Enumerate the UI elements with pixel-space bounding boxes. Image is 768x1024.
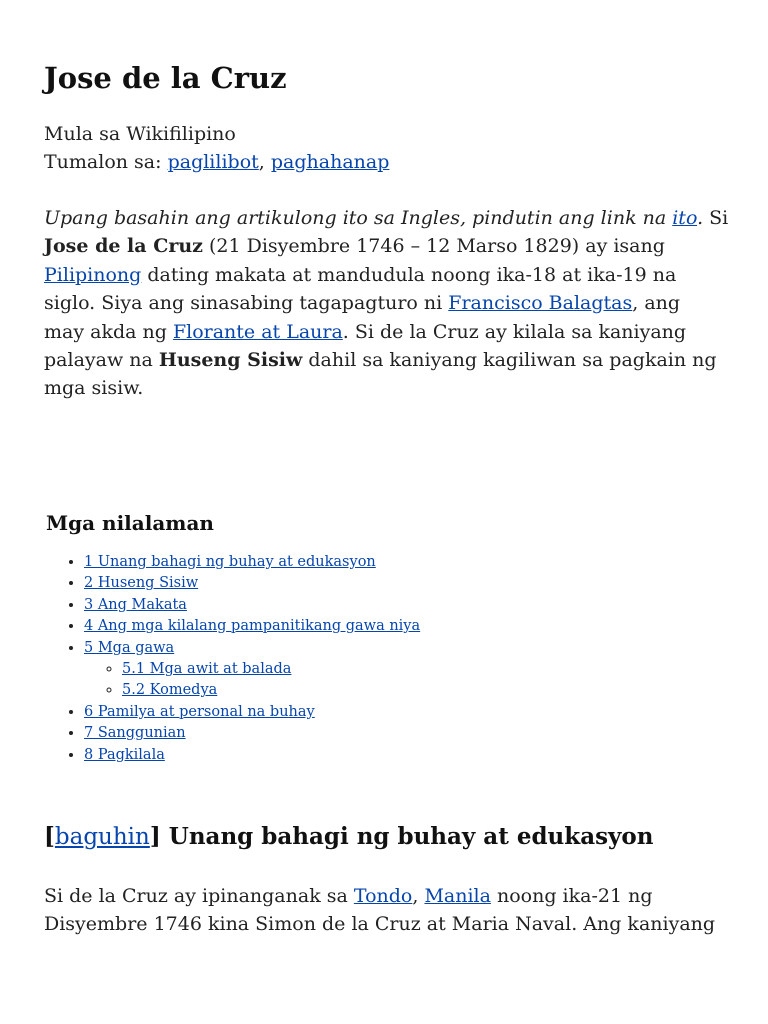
toc-link-2[interactable]: 2 Huseng Sisiw [84, 575, 199, 592]
section-heading [44, 820, 654, 854]
jump-prefix: Tumalon sa: [44, 151, 168, 173]
pilipinong-link[interactable]: Pilipinong [44, 263, 142, 286]
intro-text-8: palayaw na [44, 349, 159, 372]
toc-link-6[interactable]: 6 Pamilya at personal na buhay [84, 703, 315, 720]
section-text-1: Si de la Cruz ay ipinanganak sa [44, 885, 354, 907]
intro-line-6 [44, 346, 734, 374]
balagtas-link[interactable]: Francisco Balagtas [448, 292, 633, 315]
edit-section-link[interactable]: baguhin [54, 824, 150, 850]
toc-item [84, 552, 546, 573]
jump-links [44, 148, 389, 176]
intro-text-7: . Si de la Cruz ay kilala sa kaniyang [342, 320, 687, 343]
toc-list [46, 552, 546, 766]
toc-link-5-2[interactable]: 5.2 Komedya [122, 682, 218, 699]
edit-bracket-close: ] [149, 823, 161, 850]
intro-line-3 [44, 261, 734, 289]
english-note: Upang basahin ang artikulong ito sa Ingles, pindutin ang link na [44, 207, 673, 229]
toc-link-7[interactable]: 7 Sanggunian [84, 725, 186, 742]
intro-text-5: , ang [632, 292, 681, 315]
section-text-3: noong ika-21 ng [490, 885, 653, 907]
intro-text-2: (21 Disyembre 1746 – 12 Marso 1829) ay isang [202, 235, 665, 258]
section-line-1 [44, 882, 734, 910]
toc-link-1[interactable]: 1 Unang bahagi ng buhay at edukasyon [84, 554, 376, 570]
english-link-text: ito [672, 207, 698, 229]
toc-item [84, 616, 546, 637]
intro-text-6: may akda ng [44, 320, 173, 343]
toc-item [84, 573, 546, 594]
jump-navigation-link[interactable]: paglilibot [167, 151, 259, 173]
toc-subitem [122, 659, 546, 680]
florante-link[interactable]: Florante at Laura [172, 320, 343, 343]
edit-bracket-open: [ [44, 823, 55, 850]
site-subtitle: Mula sa Wikifilipino [44, 123, 236, 145]
intro-paragraph [44, 204, 734, 403]
toc-link-8[interactable]: 8 Pagkilala [84, 746, 165, 763]
toc-item [84, 638, 546, 702]
toc-item [84, 702, 546, 723]
toc-subitem [122, 680, 546, 701]
tondo-link[interactable]: Tondo [353, 885, 413, 907]
intro-text-3: dating makata at mandudula noong ika-18 at ika-19 na [141, 263, 677, 286]
intro-text-1: Si [703, 207, 729, 229]
intro-line-7: mga sisiw. [44, 377, 144, 400]
toc-item [84, 723, 546, 744]
table-of-contents [46, 508, 546, 766]
nickname: Huseng Sisiw [158, 349, 303, 372]
intro-line-4 [44, 289, 734, 317]
toc-link-4[interactable]: 4 Ang mga kilalang pampanitikang gawa niya [84, 618, 421, 635]
manila-link[interactable]: Manila [424, 885, 491, 907]
toc-sublist [84, 659, 546, 702]
intro-text-9: dahil sa kaniyang kagiliwan sa pagkain ng [302, 349, 717, 372]
toc-link-3[interactable]: 3 Ang Makata [84, 596, 187, 613]
intro-text-4: siglo. Siya ang sinasabing tagapagturo ni [44, 292, 449, 315]
subject-name: Jose de la Cruz [44, 235, 203, 258]
section-line-2: Disyembre 1746 kina Simon de la Cruz at Maria Naval. Ang kaniyang [44, 913, 716, 936]
jump-search-link[interactable]: paghahanap [270, 151, 390, 173]
toc-link-5[interactable]: 5 Mga gawa [84, 639, 175, 656]
english-note-end: . [697, 207, 704, 229]
section-paragraph [44, 882, 734, 939]
english-article-link[interactable] [672, 207, 697, 229]
intro-line-1 [44, 204, 734, 232]
toc-title: Mga nilalaman [46, 511, 214, 535]
intro-line-2 [44, 232, 734, 260]
section-text-2: , [412, 885, 425, 907]
toc-item [84, 745, 546, 766]
page-title: Jose de la Cruz [44, 61, 287, 95]
section-heading-text: Unang bahagi ng buhay at edukasyon [160, 823, 654, 850]
intro-line-5 [44, 318, 734, 346]
jump-separator: , [258, 151, 271, 173]
toc-item [84, 595, 546, 616]
toc-link-5-1[interactable]: 5.1 Mga awit at balada [122, 661, 292, 678]
